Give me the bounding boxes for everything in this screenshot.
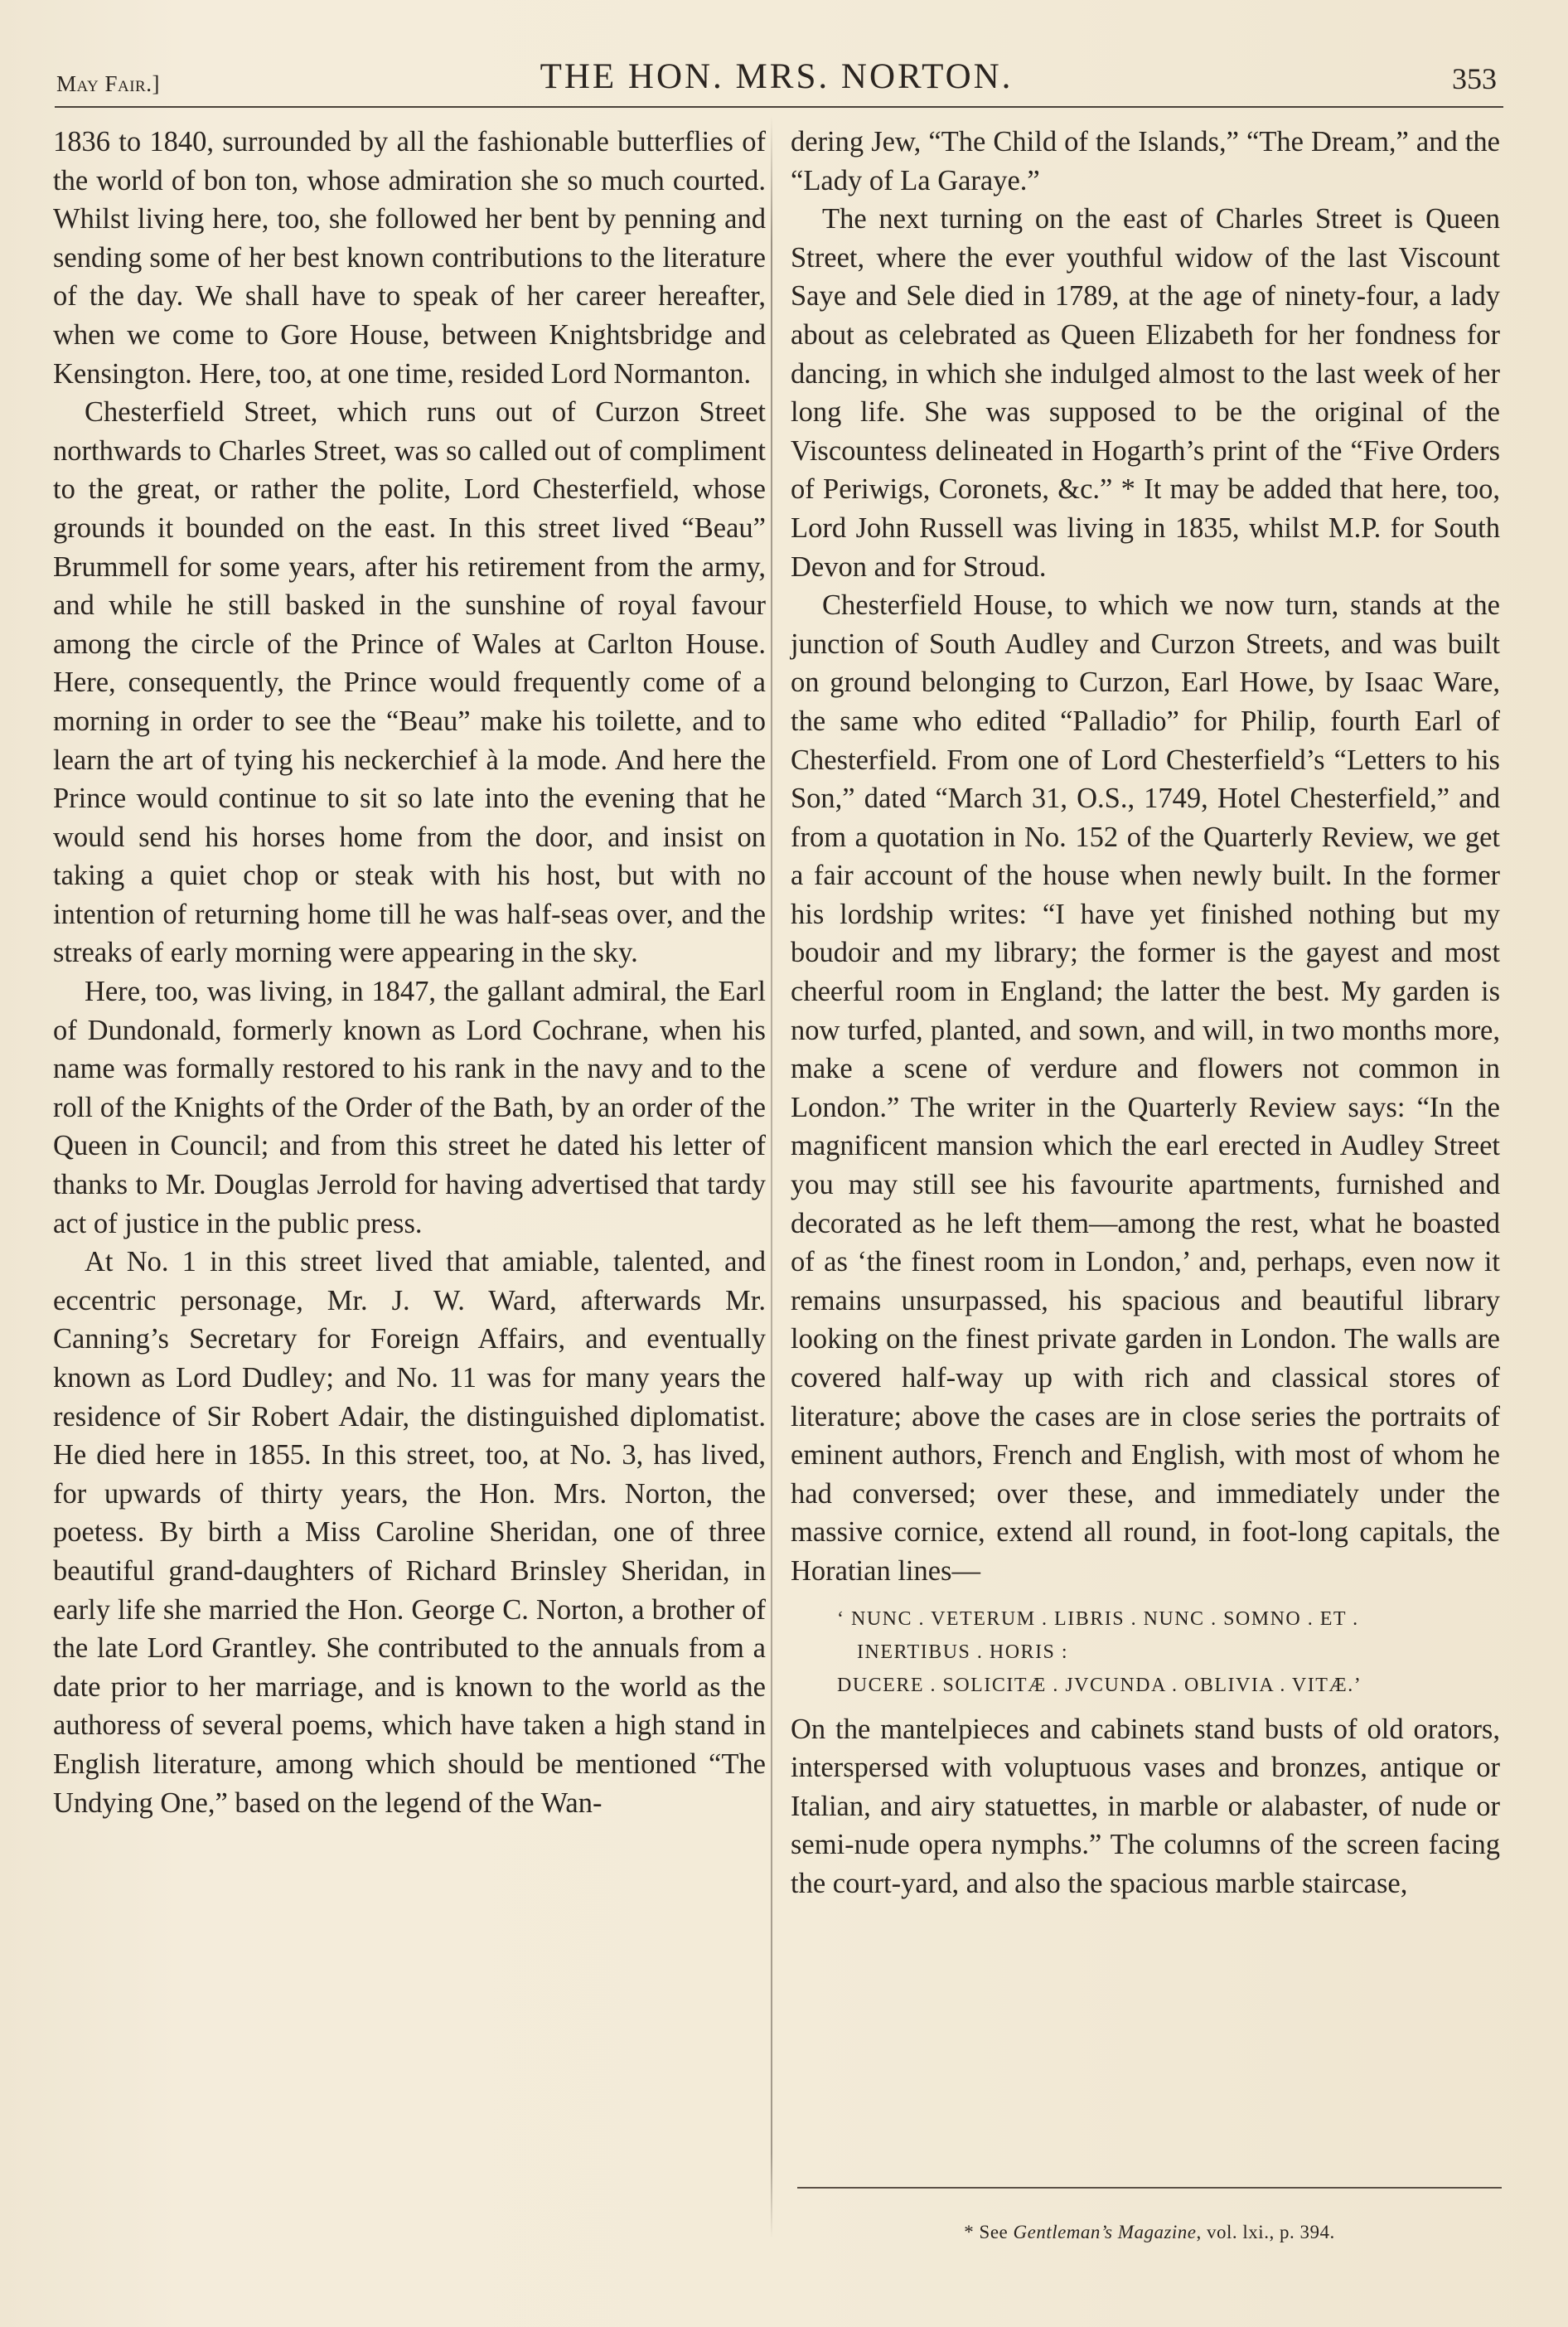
paragraph: dering Jew, “The Child of the Islands,” “The Dream,” and the “Lady of La Garaye.” [791, 126, 1500, 196]
header-rule [55, 106, 1503, 108]
section-label: May Fair.] [56, 71, 160, 96]
page-title: THE HON. MRS. NORTON. [540, 57, 1014, 96]
footnote-rule [797, 2187, 1502, 2189]
paragraph: Here, too, was living, in 1847, the gallant admiral, the Earl of Dundonald, formerly known as Lord Cochrane, when his name was formally restored to his rank in the navy and to the roll of the Knights of the Order of the Bath, by an order of the Queen in Council; and from this street he dated his letter of thanks to Mr. Douglas Jerrold for having advertised that tardy act of justice in the public press. [53, 976, 766, 1239]
verse-line: ‘ NUNC . VETERUM . LIBRIS . NUNC . SOMNO . ET . [837, 1607, 1359, 1630]
paragraph: At No. 1 in this street lived that amiable, talented, and eccentric personage, Mr. J. W. Ward, afterwards Mr. Canning’s Secretary for Foreign Affairs, and eventually known as Lord Dudley; and No. 11 was for many years the residence of Sir Robert Adair, the distinguished diplomatist. He died here in 1855. In this street, too, at No. 3, has lived, for upwards of thirty years, the Hon. Mrs. Norton, the poetess. By birth a Miss Caroline Sheridan, one of three beautiful grand-daughters of Richard Brinsley Sheridan, in early life she married the Hon. George C. Norton, a brother of the late Lord Grantley. She contributed to the annuals from a date prior to her marriage, and is known to the world as the authoress of several poems, which have taken a high stand in English literature, among which should be mentioned “The Undying One,” based on the legend of the Wan- [53, 1246, 766, 1819]
paragraph: On the mantelpieces and cabinets stand busts of old orators, interspersed with voluptuous vases and bronzes, antique or Italian, and airy statuettes, in marble or alabaster, of nude or semi-nude opera nymphs.” The columns of the screen facing the court-yard, and also the spacious marble staircase, [791, 1713, 1500, 1899]
verse-line: INERTIBUS . HORIS : [857, 1641, 1069, 1663]
page-number: 353 [1452, 62, 1497, 95]
verse-line: DUCERE . SOLICITÆ . JVCUNDA . OBLIVIA . VITÆ.’ [837, 1674, 1362, 1696]
paragraph: 1836 to 1840, surrounded by all the fashionable butterflies of the world of bon ton, whose admiration she so much courted. Whilst living here, too, she followed her bent by penning and sending some of her best known contributions to the literature of the day. We shall have to speak of her career hereafter, when we come to Gore House, between Knightsbridge and Kensington. Here, too, at one time, resided Lord Normanton. [53, 126, 766, 390]
right-column [791, 123, 1500, 1903]
paragraph: Chesterfield House, to which we now turn, stands at the junction of South Audley and Curzon Streets, and was built on ground belonging to Curzon, Earl Howe, by Isaac Ware, the same who edited “Palladio” for Philip, fourth Earl of Chesterfield. From one of Lord Chesterfield’s “Letters to his Son,” dated “March 31, O.S., 1749, Hotel Chesterfield,” and from a quotation in No. 152 of the Quarterly Review, we get a fair account of the house when newly built. In the former his lordship writes: “I have yet finished nothing but my boudoir and my library; the former is the gayest and most cheerful room in England; the latter the best. My garden is now turfed, planted, and sown, and will, in two months more, make a scene of verdure and flowers not common in London.” The writer in the Quarterly Review says: “In the magnificent mansion which the earl erected in Audley Street you may still see his favourite apartments, furnished and decorated as he left them—among the rest, what he boasted of as ‘the finest room in London,’ and, perhaps, even now it remains unsurpassed, his spacious and beautiful library looking on the finest private garden in London. The walls are covered half-way up with rich and classical stores of literature; above the cases are in close series the portraits of eminent authors, French and English, with most of whom he had conversed; over these, and immediately under the massive cornice, extend all round, in foot-long capitals, the Horatian lines— [791, 589, 1500, 1587]
paragraph: Chesterfield Street, which runs out of Curzon Street northwards to Charles Street, was so called out of compliment to the great, or rather the polite, Lord Chesterfield, whose grounds it bounded on the east. In this street lived “Beau” Brummell for some years, after his retirement from the army, and while he still basked in the sunshine of royal favour among the circle of the Prince of Wales at Carlton House. Here, consequently, the Prince would frequently come of a morning in order to see the “Beau” make his toilette, and to learn the art of tying his neckerchief à la mode. And here the Prince would continue to sit so late into the evening that he would send his horses home from the door, and insist on taking a quiet chop or steak with his host, but with no intention of returning home till he was half-seas over, and the streaks of early morning were appearing in the sky. [53, 396, 766, 969]
running-header [55, 48, 1498, 106]
footnote-source: Gentleman’s Magazine [1013, 2222, 1197, 2242]
left-column [53, 123, 766, 1822]
column-divider [771, 116, 772, 2238]
footnote-prefix: * See [964, 2222, 1014, 2242]
footnote-suffix: , vol. lxi., p. 394. [1196, 2222, 1335, 2242]
latin-inscription [791, 1602, 1500, 1702]
paragraph: The next turning on the east of Charles Street is Queen Street, where the ever youthful widow of the last Viscount Saye and Sele died in 1789, at the age of ninety-four, a lady about as celebrated as Queen Elizabeth for her fondness for dancing, in which she indulged almost to the last week of her long life. She was supposed to be the original of the Viscountess delineated in Hogarth’s print of the “Five Orders of Periwigs, Coronets, &c.” * It may be added that here, too, Lord John Russell was living in 1835, whilst M.P. for South Devon and for Stroud. [791, 203, 1500, 583]
footnote [797, 2222, 1502, 2243]
